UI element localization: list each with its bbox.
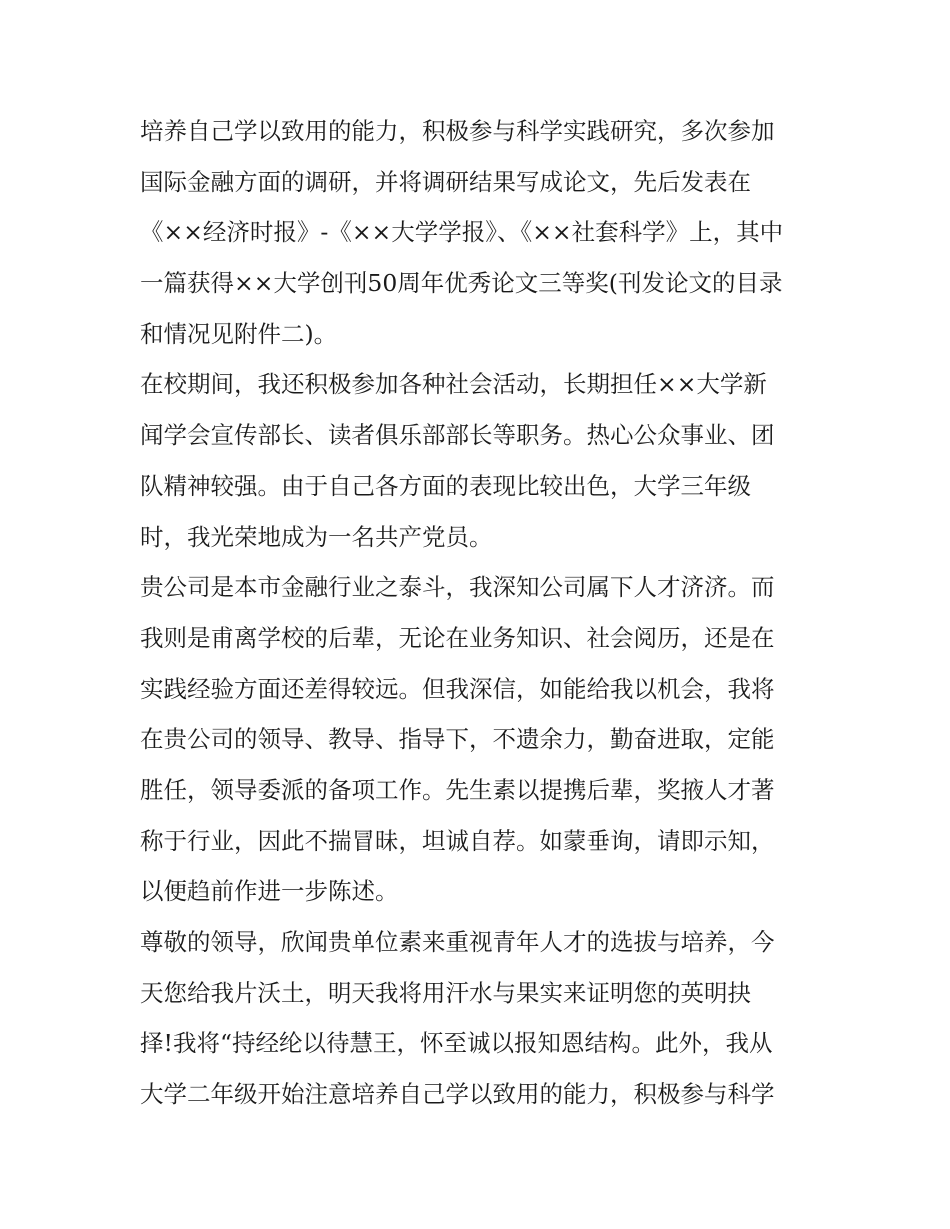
text-line: 尊敬的领导，欣闻贵单位素来重视青年人才的选拔与培养，今 xyxy=(140,928,775,956)
text-line: 和情况见附件二)。 xyxy=(140,319,338,348)
text-line: 国际金融方面的调研，并将调研结果写成论文，先后发表在 xyxy=(140,167,751,196)
text-line: 以便趋前作进一步陈述。 xyxy=(140,877,399,906)
text-line: 贵公司是本市金融行业之泰斗，我深知公司属下人才济济。而 xyxy=(140,573,775,602)
text-line: 队精神较强。由于自己各方面的表现比较出色，大学三年级 xyxy=(140,471,751,500)
text-line: 在校期间，我还积极参加各种社会活动，长期担任××大学新 xyxy=(140,370,767,399)
text-line: 在贵公司的领导、教导、指导下，不遗余力，勤奋进取，定能 xyxy=(140,725,775,754)
body-text xyxy=(140,106,820,1120)
text-line: 培养自己学以致用的能力，积极参与科学实践研究，多次参加 xyxy=(140,117,775,145)
text-line: 胜任，领导委派的备项工作。先生素以提携后辈，奖掖人才著 xyxy=(140,775,775,804)
text-line: 择!我将“持经纶以待慧王，怀至诚以报知恩结构。此外，我从 xyxy=(140,1029,773,1058)
text-line: 称于行业，因此不揣冒昧，坦诚自荐。如蒙垂询，请即示知， xyxy=(140,826,775,855)
text-line: 闻学会宣传部长、读者俱乐部部长等职务。热心公众事业、团 xyxy=(140,421,775,450)
text-line: 时，我光荣地成为一名共产党员。 xyxy=(140,522,493,551)
text-line: 大学二年级开始注意培养自己学以致用的能力，积极参与科学 xyxy=(140,1080,775,1109)
text-line: 一篇获得××大学创刊50周年优秀论文三等奖(刊发论文的目录 xyxy=(140,269,783,298)
text-line: 天您给我片沃土，明天我将用汗水与果实来证明您的英明抉 xyxy=(140,978,751,1007)
text-line: 我则是甫离学校的后辈，无论在业务知识、社会阅历，还是在 xyxy=(140,623,775,652)
text-line: 《××经济时报》-《××大学学报》、《××社套科学》上，其中 xyxy=(140,218,784,247)
text-line: 实践经验方面还差得较远。但我深信，如能给我以机会，我将 xyxy=(140,674,775,703)
